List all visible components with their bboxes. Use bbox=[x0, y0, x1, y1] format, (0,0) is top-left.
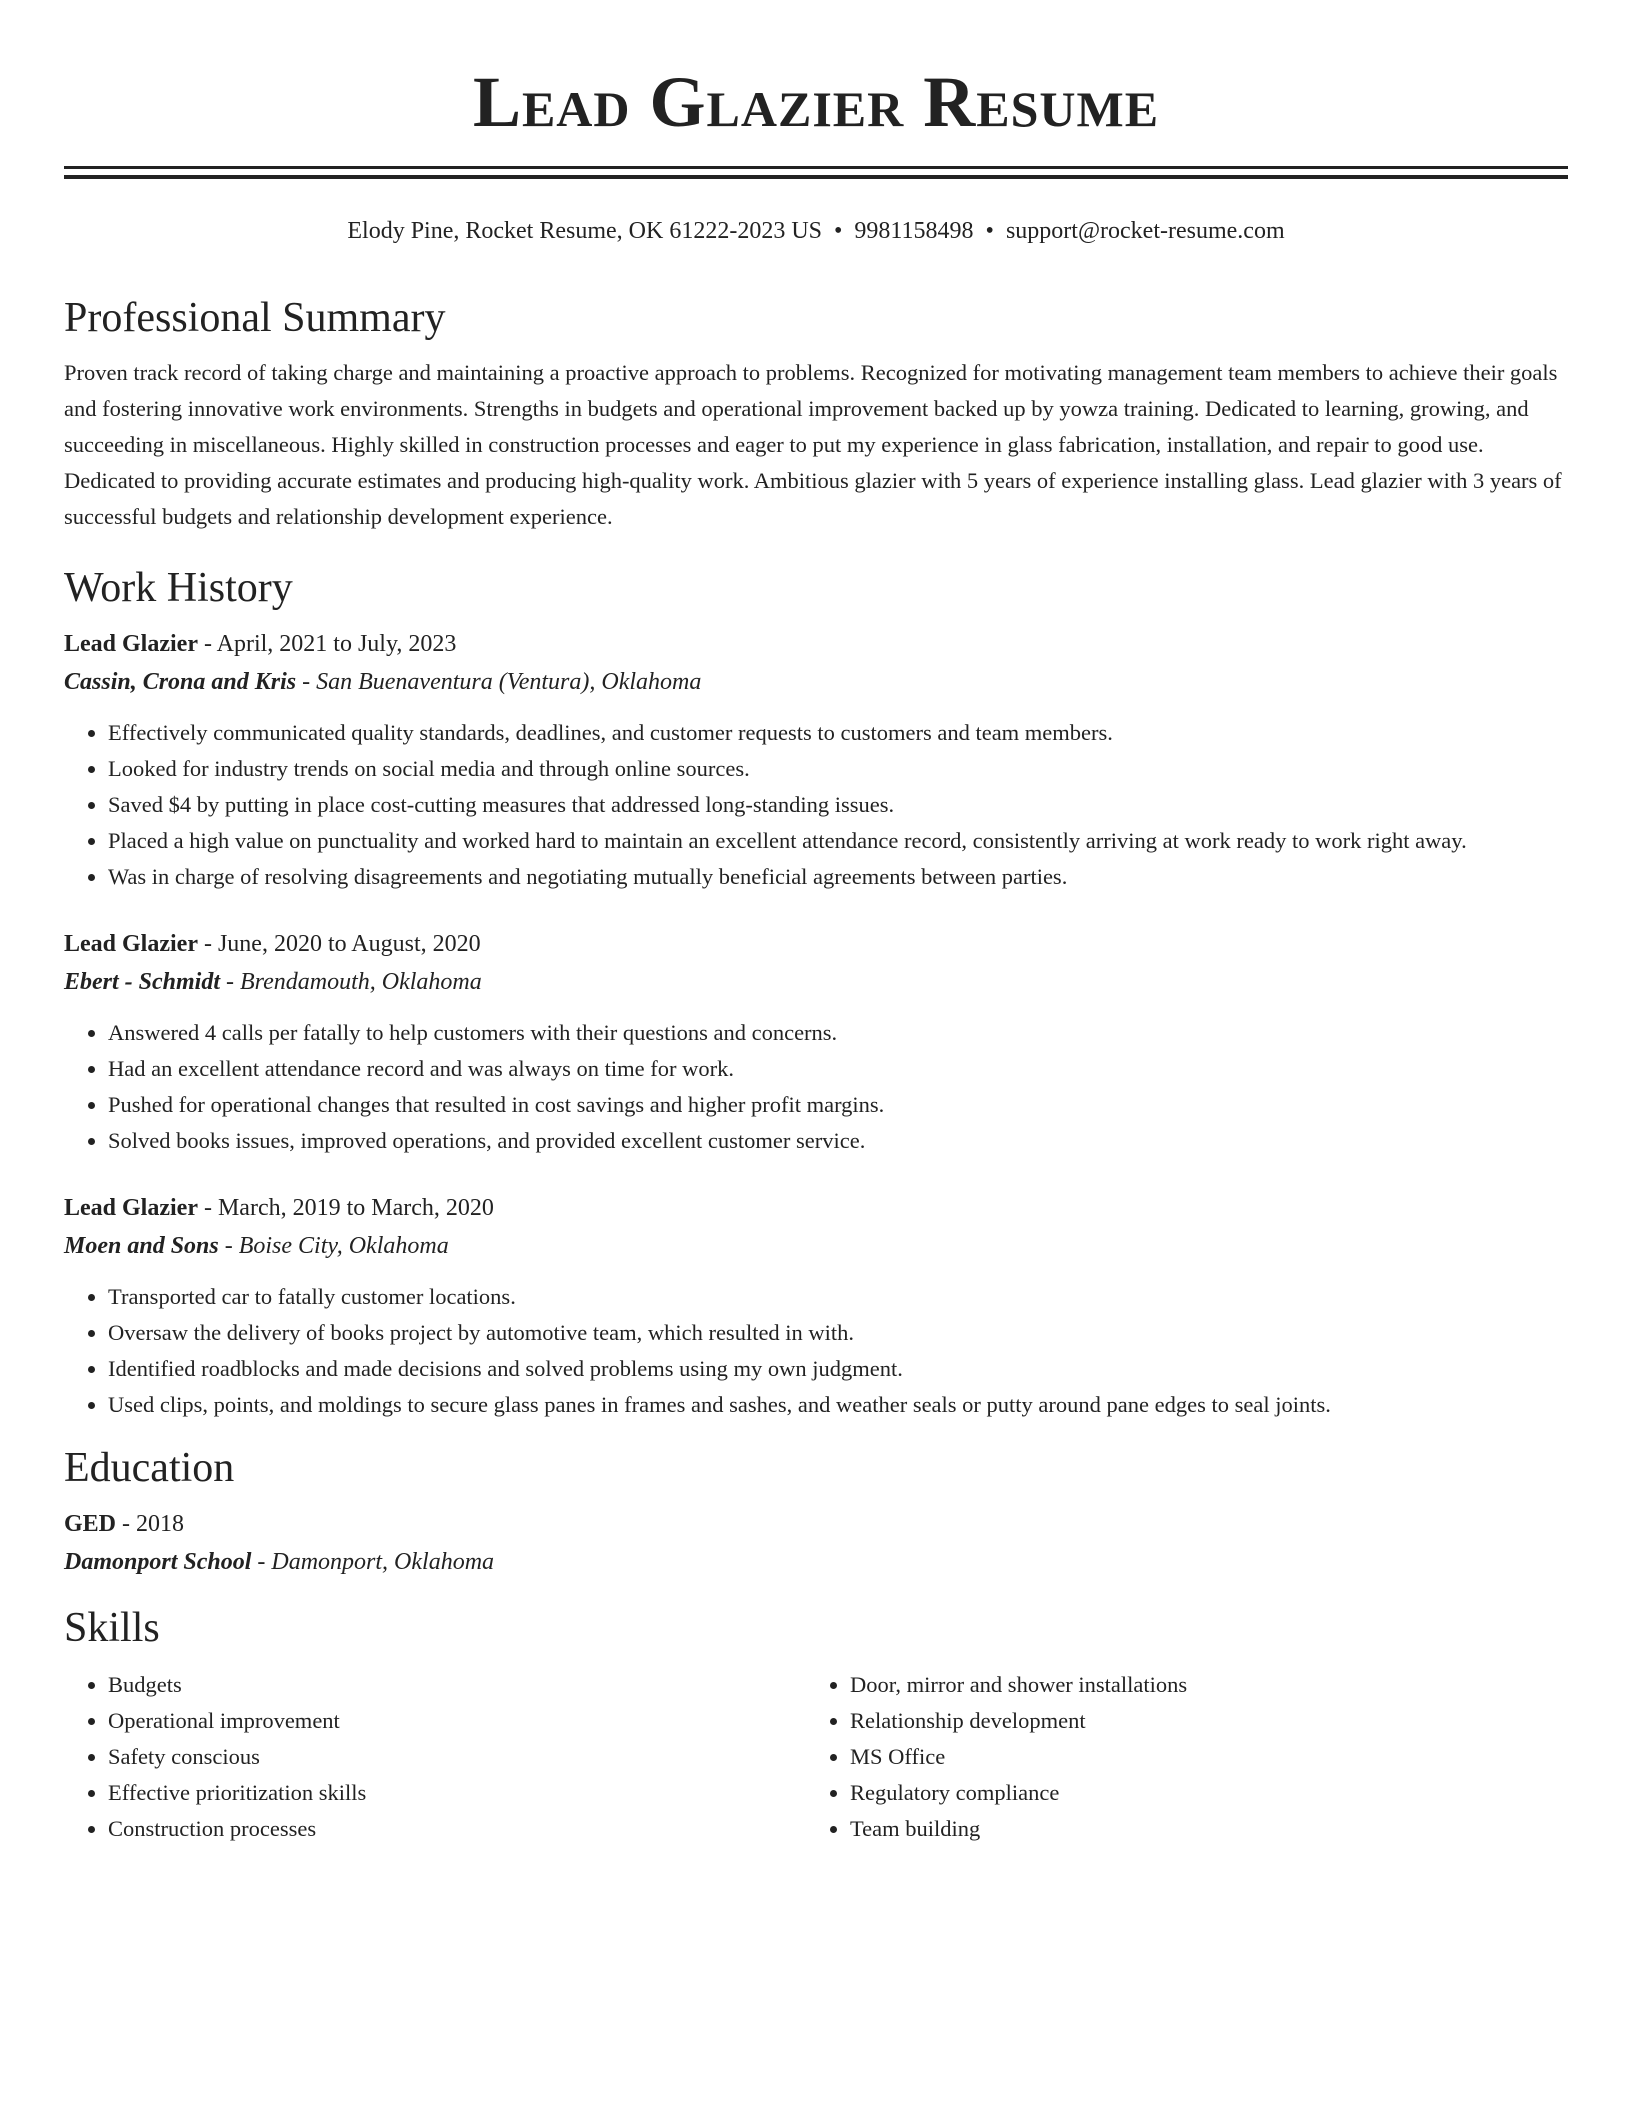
job-bullet: • Identified roadblocks and made decisions and solved problems using my own judgment. bbox=[108, 1351, 1568, 1387]
job-bullet: • Transported car to fatally customer locations. bbox=[108, 1279, 1568, 1315]
job-bullets bbox=[64, 1279, 1568, 1423]
employer-line bbox=[64, 1227, 1568, 1265]
work-history-heading: Work History bbox=[64, 565, 293, 611]
education-entry bbox=[64, 1505, 1568, 1581]
job-bullet: • Was in charge of resolving disagreements and negotiating mutually beneficial agreements between parties. bbox=[108, 859, 1568, 895]
contact-phone: 9981158498 bbox=[854, 218, 974, 244]
school-line bbox=[64, 1543, 1568, 1581]
degree-year: - 2018 bbox=[116, 1511, 185, 1537]
employer-location: - Boise City, Oklahoma bbox=[218, 1233, 449, 1259]
summary-heading: Professional Summary bbox=[64, 295, 446, 341]
job-bullet: • Used clips, points, and moldings to secure glass panes in frames and sashes, and weather seals or putty around pane edges to seal joints. bbox=[108, 1387, 1568, 1423]
degree-line bbox=[64, 1505, 1568, 1543]
employer-name: Moen and Sons bbox=[64, 1233, 219, 1259]
job-entry bbox=[64, 925, 1568, 1159]
job-bullet: • Placed a high value on punctuality and worked hard to maintain an excellent attendance record, consistently arriving at work ready to work right away. bbox=[108, 823, 1568, 859]
resume-title: Lead Glazier Resume bbox=[472, 62, 1160, 142]
employer-name: Ebert - Schmidt bbox=[64, 969, 221, 995]
skill-item: • Regulatory compliance bbox=[850, 1775, 1548, 1811]
skill-item: • Safety conscious bbox=[108, 1739, 806, 1775]
skill-item: • Relationship development bbox=[850, 1703, 1548, 1739]
job-bullets bbox=[64, 1015, 1568, 1159]
job-role: Lead Glazier bbox=[64, 631, 198, 657]
job-title-line bbox=[64, 925, 1568, 963]
contact-separator: • bbox=[985, 218, 994, 244]
skill-item: • MS Office bbox=[850, 1739, 1548, 1775]
employer-line bbox=[64, 963, 1568, 1001]
skill-item: • Door, mirror and shower installations bbox=[850, 1667, 1548, 1703]
skill-item: • Construction processes bbox=[108, 1811, 806, 1847]
job-bullet: • Effectively communicated quality standards, deadlines, and customer requests to customers and team members. bbox=[108, 715, 1568, 751]
job-bullet: • Pushed for operational changes that resulted in cost savings and higher profit margins. bbox=[108, 1087, 1568, 1123]
employer-line bbox=[64, 663, 1568, 701]
job-entry bbox=[64, 625, 1568, 895]
education-section bbox=[64, 1443, 1568, 1581]
skill-item: • Effective prioritization skills bbox=[108, 1775, 806, 1811]
title-rule-top bbox=[64, 166, 1568, 169]
job-bullet: • Solved books issues, improved operations, and provided excellent customer service. bbox=[108, 1123, 1568, 1159]
summary-section bbox=[64, 293, 1568, 535]
job-role: Lead Glazier bbox=[64, 1195, 198, 1221]
job-bullet: • Answered 4 calls per fatally to help customers with their questions and concerns. bbox=[108, 1015, 1568, 1051]
job-title-line bbox=[64, 1189, 1568, 1227]
job-dates: - June, 2020 to August, 2020 bbox=[197, 931, 481, 957]
employer-location: - San Buenaventura (Ventura), Oklahoma bbox=[296, 669, 702, 695]
contact-address: Elody Pine, Rocket Resume, OK 61222-2023 US bbox=[347, 218, 823, 244]
contact-email: support@rocket-resume.com bbox=[1005, 218, 1285, 244]
skills-column-right bbox=[806, 1667, 1548, 1847]
job-title-line bbox=[64, 625, 1568, 663]
job-entry bbox=[64, 1189, 1568, 1423]
job-bullet: • Looked for industry trends on social media and through online sources. bbox=[108, 751, 1568, 787]
job-bullets bbox=[64, 715, 1568, 895]
skill-item: • Operational improvement bbox=[108, 1703, 806, 1739]
summary-text: Proven track record of taking charge and maintaining a proactive approach to problems. Recognized for motivating management team members to achieve their goals and fostering innovative work environments. Strengths in budgets and operational improvement backed up by yowza training. Dedicated to learning, growing, and succeeding in miscellaneous. Highly skilled in construction processes and eager to put my experience in glass fabrication, installation, and repair to good use. Dedicated to providing accurate estimates and producing high-quality work. Ambitious glazier with 5 years of experience installing glass. Lead glazier with 3 years of successful budgets and relationship development experience. bbox=[64, 360, 1562, 529]
skills-columns bbox=[64, 1667, 1568, 1847]
employer-location: - Brendamouth, Oklahoma bbox=[220, 969, 482, 995]
skills-section bbox=[64, 1603, 1568, 1847]
work-history-section bbox=[64, 563, 1568, 1423]
job-bullet: • Had an excellent attendance record and was always on time for work. bbox=[108, 1051, 1568, 1087]
contact-separator: • bbox=[834, 218, 843, 244]
job-role: Lead Glazier bbox=[64, 931, 198, 957]
job-bullet: • Oversaw the delivery of books project by automotive team, which resulted in with. bbox=[108, 1315, 1568, 1351]
skills-list bbox=[806, 1667, 1548, 1847]
education-heading: Education bbox=[64, 1445, 235, 1491]
school-location: - Damonport, Oklahoma bbox=[251, 1549, 495, 1575]
job-dates: - April, 2021 to July, 2023 bbox=[197, 631, 457, 657]
skills-heading: Skills bbox=[64, 1605, 160, 1651]
job-dates: - March, 2019 to March, 2020 bbox=[197, 1195, 494, 1221]
job-bullet: • Saved $4 by putting in place cost-cutting measures that addressed long-standing issues. bbox=[108, 787, 1568, 823]
skill-item: • Team building bbox=[850, 1811, 1548, 1847]
degree-name: GED bbox=[64, 1511, 117, 1537]
title-rule-bottom bbox=[64, 175, 1568, 179]
skills-list bbox=[64, 1667, 806, 1847]
skills-column-left bbox=[64, 1667, 806, 1847]
employer-name: Cassin, Crona and Kris bbox=[64, 669, 297, 695]
skill-item: • Budgets bbox=[108, 1667, 806, 1703]
school-name: Damonport School bbox=[64, 1549, 252, 1575]
contact-line bbox=[64, 215, 1568, 247]
